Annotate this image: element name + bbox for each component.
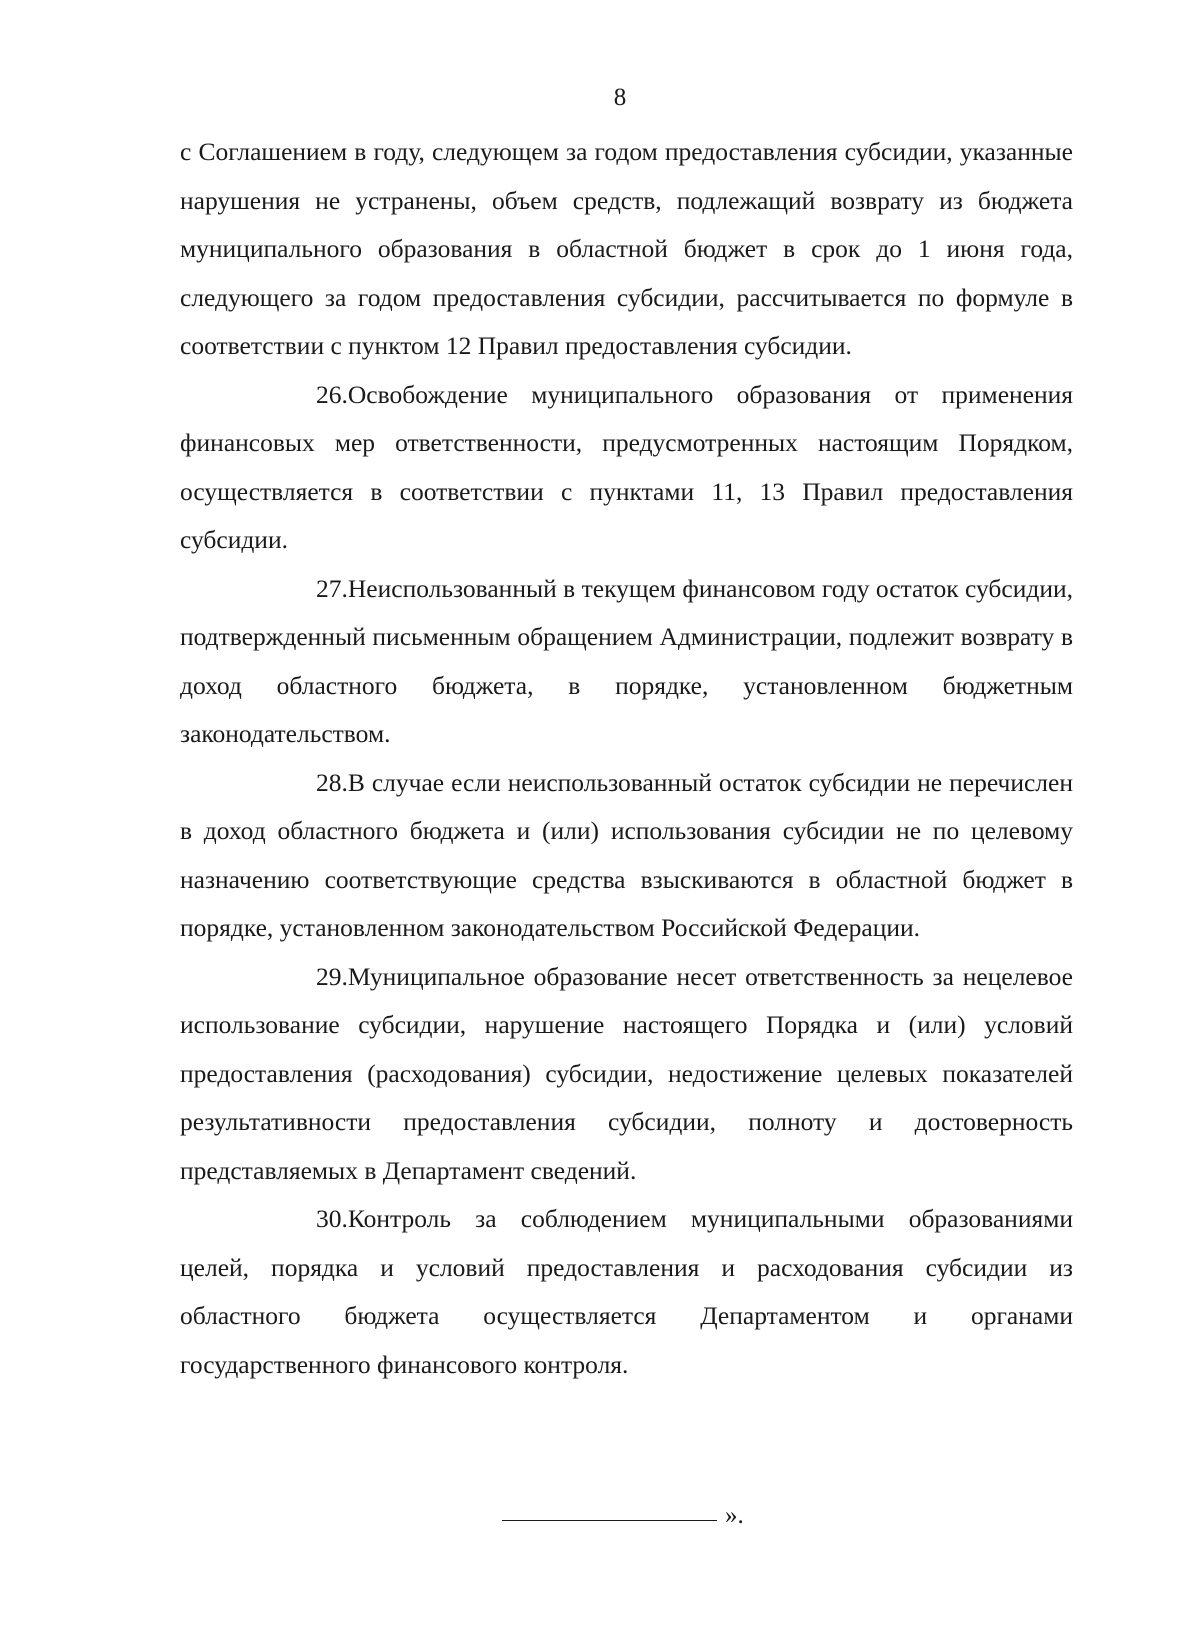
paragraph-text: В случае если неиспользованный остаток субсидии не перечислен в доход областного бюджета и (или) использования субсидии не по целевому назначению соответствующие средства взыскиваются в областной бюджет в порядке, установленном законодательством Российской Федерации. (180, 767, 1073, 942)
paragraph-29 (180, 953, 1073, 1196)
paragraph-text: Контроль за соблюдением муниципальными образованиями целей, порядка и условий предоставления и расходования субсидии из областного бюджета осуществляется Департаментом и органами государственного финансового контроля. (180, 1204, 1073, 1379)
paragraph-number: 27. (316, 573, 348, 603)
paragraph-27 (180, 565, 1073, 759)
closing-quote-mark: ». (725, 1502, 744, 1529)
paragraph-number: 30. (316, 1204, 348, 1233)
paragraph-number: 29. (316, 961, 348, 991)
paragraph-number: 28. (316, 767, 348, 797)
closing-rule (502, 1520, 717, 1521)
paragraph-continuation (180, 128, 1073, 371)
page-number: 8 (613, 84, 627, 111)
paragraph-text: Неиспользованный в текущем финансовом году остаток субсидии, подтвержденный письменным обращением Администрации, подлежит возврату в доход областного бюджета, в порядке, установленном бюджетным законодательством. (180, 573, 1073, 748)
document-body (180, 128, 1073, 1389)
paragraph-text: Освобождение муниципального образования от применения финансовых мер ответственности, предусмотренных настоящим Порядком, осуществляется в соответствии с пунктами 11, 13 Правил предоставления субсидии. (180, 379, 1073, 554)
paragraph-text: Муниципальное образование несет ответственность за нецелевое использование субсидии, нарушение настоящего Порядка и (или) условий предоставления (расходования) субсидии, недостижение целевых показателей результативности предоставления субсидии, полноту и достоверность представляемых в Департамент сведений. (180, 961, 1073, 1185)
closing-line (502, 1502, 744, 1530)
paragraph-30 (180, 1195, 1073, 1389)
paragraph-28 (180, 759, 1073, 953)
paragraph-26 (180, 371, 1073, 565)
paragraph-number: 26. (316, 379, 348, 409)
paragraph-text: с Соглашением в году, следующем за годом предоставления субсидии, указанные нарушения не устранены, объем средств, подлежащий возврату из бюджета муниципального образования в областной бюджет в срок до 1 июня года, следующего за годом предоставления субсидии, рассчитывается по формуле в соответствии с пунктом 12 Правил предоставления субсидии. (180, 137, 1073, 360)
